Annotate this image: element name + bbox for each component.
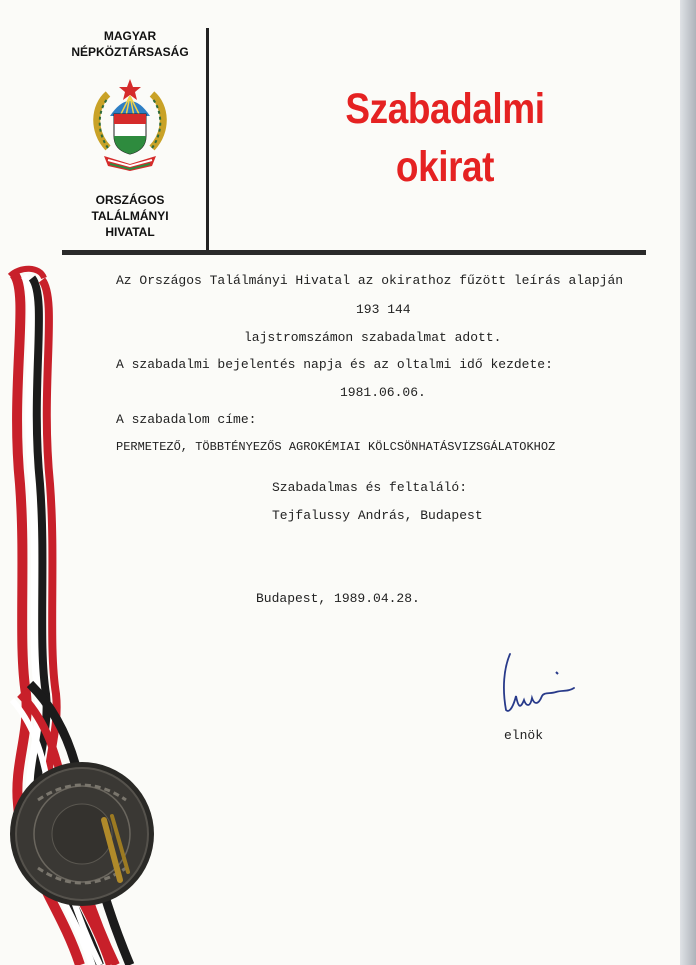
- page-edge-shadow: [680, 0, 696, 965]
- signatory-role: elnök: [504, 728, 544, 743]
- office-line-1: ORSZÁGOS: [95, 193, 165, 207]
- header-divider-vertical: [206, 28, 209, 254]
- holder-label: Szabadalmas és feltaláló:: [272, 480, 468, 495]
- filing-date: 1981.06.06.: [340, 385, 426, 400]
- holder-name: Tejfalussy András, Budapest: [272, 508, 483, 523]
- header-divider-horizontal: [62, 250, 646, 255]
- signature-icon: [496, 648, 586, 718]
- coat-of-arms-icon: [90, 76, 170, 172]
- office-name: [60, 192, 200, 240]
- patent-title-label: A szabadalom címe:: [116, 412, 257, 427]
- title-line-2: okirat: [395, 143, 495, 191]
- patent-title: PERMETEZŐ, TÖBBTÉNYEZŐS AGROKÉMIAI KÖLCSÖNHATÁSVIZSGÁLATOKHOZ: [116, 440, 556, 454]
- patent-number: 193 144: [356, 302, 411, 317]
- office-line-3: HIVATAL: [105, 225, 155, 239]
- seal-icon: [8, 760, 156, 908]
- filing-label: A szabadalmi bejelentés napja és az oltalmi idő kezdete:: [116, 357, 553, 372]
- document-title: [320, 80, 569, 196]
- grant-text: lajstromszámon szabadalmat adott.: [244, 330, 502, 345]
- place-and-date: Budapest, 1989.04.28.: [256, 591, 420, 606]
- country-line-2: NÉPKÖZTÁRSASÁG: [71, 45, 189, 59]
- office-line-2: TALÁLMÁNYI: [91, 209, 169, 223]
- country-line-1: MAGYAR: [103, 29, 157, 43]
- country-name: [60, 28, 200, 60]
- intro-text: Az Országos Találmányi Hivatal az okirathoz fűzött leírás alapján: [116, 273, 624, 288]
- title-line-1: Szabadalmi: [345, 85, 545, 133]
